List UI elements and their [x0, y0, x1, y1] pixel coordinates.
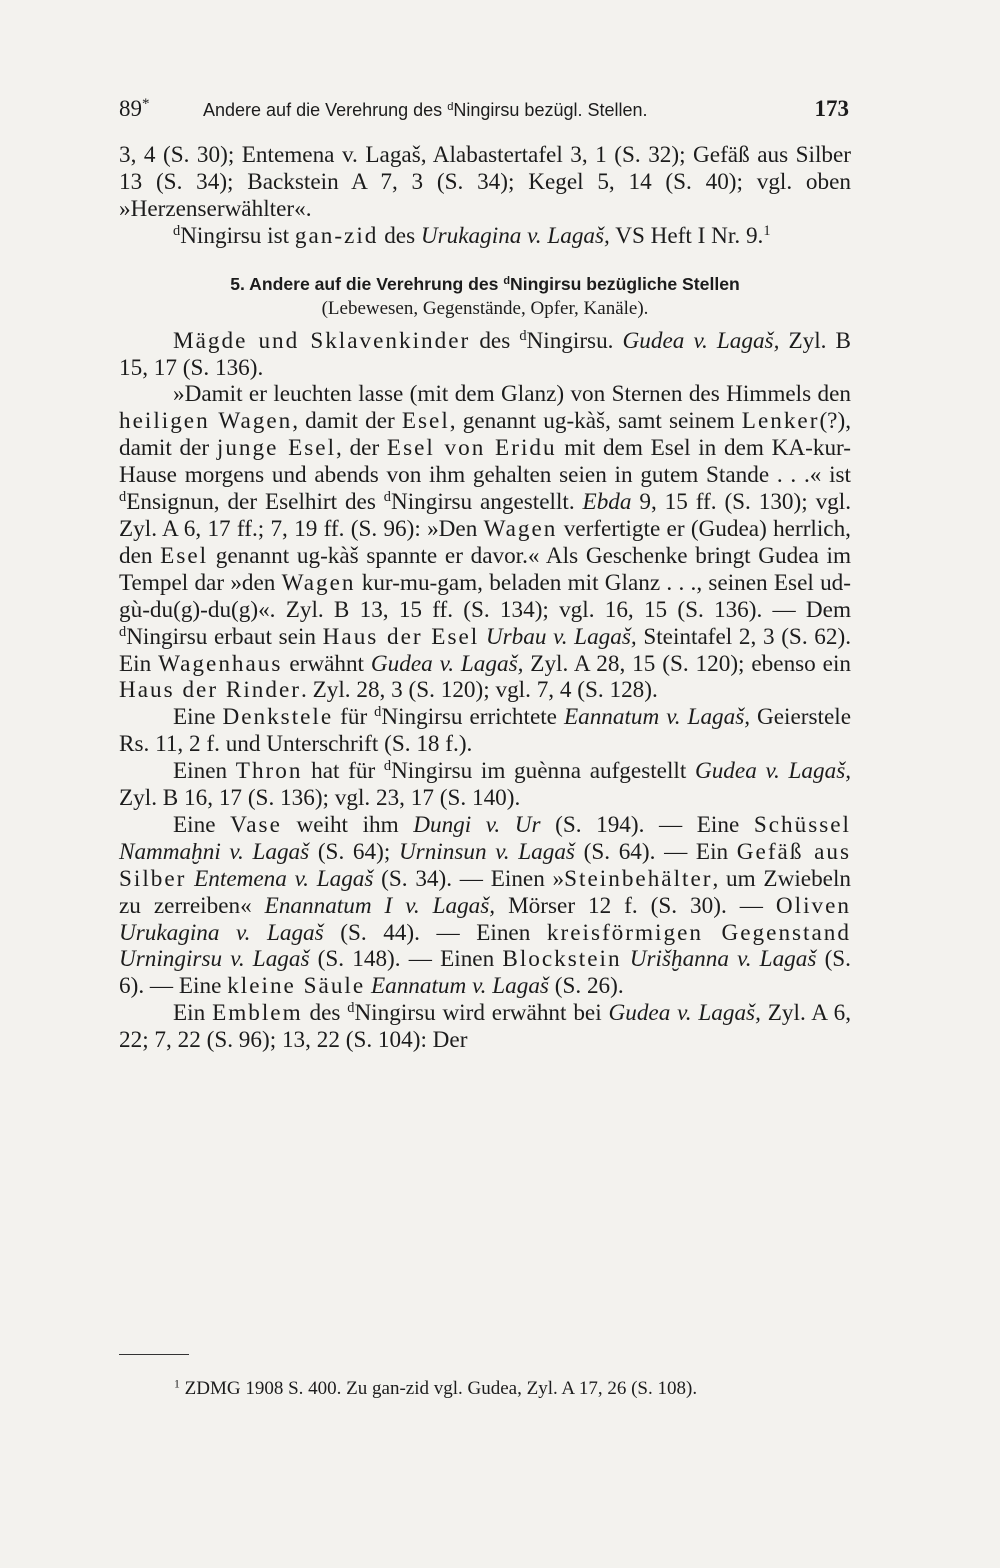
paragraph-maegde: Mägde und Sklavenkinder des $^d$Ningirsu. Gudea v. Lagaš, Zyl. B 15, 17 (S. 136). [119, 327, 852, 381]
page-number: 173 [814, 96, 849, 121]
paragraph-intro-1: 3, 4 (S. 30); Entemena v. Lagaš, Alabastertafel 3, 1 (S. 32); Gefäß aus Silber 13 (S. 34); Backstein A 7, 3 (S. 34); Kegel 5, 14 (S. 40); vgl. oben »Herzenserwählter«. [119, 142, 851, 222]
header-title: Andere auf die Verehrung des $^d$Ningirsu bezügl. Stellen. [203, 100, 648, 120]
paragraph-thron: Einen Thron hat für $^d$Ningirsu im guènna aufgestellt Gudea v. Lagaš, Zyl. B 16, 17 (S. 136); vgl. 23, 17 (S. 140). [119, 758, 852, 812]
section-subtitle: (Lebewesen, Gegenstände, Opfer, Kanäle). [321, 297, 649, 319]
running-header [119, 92, 851, 128]
footnote-ref: 1 [763, 222, 771, 239]
paragraph-intro-2: $^d$Ningirsu ist gan-zid des Urukagina v. Lagaš, VS Heft I Nr. 9.$^1$ [173, 222, 771, 249]
header-left-number: 89* [119, 95, 150, 121]
paragraph-emblem: Ein Emblem des $^d$Ningirsu wird erwähnt bei Gudea v. Lagaš, Zyl. A 6, 22; 7, 22 (S. 96); 13, 22 (S. 104): Der [119, 1000, 852, 1054]
paragraph-vase: Eine Vase weiht ihm Dungi v. Ur (S. 194). — Eine Schüssel Nammaḫni v. Lagaš (S. 64); Urninsun v. Lagaš (S. 64). — Ein Gefäß aus Silber Entemena v. Lagaš (S. 34). — Einen »Steinbehälter, um Zwiebeln zu zerreiben« Enannatum I v. Lagaš, Mörser 12 f. (S. 30). — Oliven Urukagina v. Lagaš (S. 44). — Einen kreisförmigen Gegenstand Urningirsu v. Lagaš (S. 148). — Einen Blockstein Urišḫanna v. Lagaš (S. 6). — Eine kleine Säule Eannatum v. Lagaš (S. 26). [119, 811, 851, 1000]
footnote-rule [119, 1354, 189, 1355]
section-heading [119, 272, 851, 322]
paragraph-wagen: »Damit er leuchten lasse (mit dem Glanz) von Sternen des Himmels den heiligen Wagen, damit der Esel, genannt ug-kàš, samt seinem Lenker(?), damit der junge Esel, der Esel von Eridu mit dem Esel in dem KA-kur-Hause morgens und abends von ihm gehalten seien in gutem Stande . . .« ist $^d$Ensignun, der Eselhirt des $^d$Ningirsu angestellt. Ebda 9, 15 ff. (S. 130); vgl. Zyl. A 6, 17 ff.; 7, 19 ff. (S. 96): »Den Wagen verfertigte er (Gudea) herrlich, den Esel genannt ug-kàš spannte er davor.« Als Geschenke bringt Gudea im Tempel dar »den Wagen kur-mu-gam, beladen mit Glanz . . ., seinen Esel ud-gù-du(g)-du(g)«. Zyl. B 13, 15 ff. (S. 134); vgl. 16, 15 (S. 136). — Dem $^d$Ningirsu erbaut sein Haus der Esel Urbau v. Lagaš, Steintafel 2, 3 (S. 62). Ein Wagenhaus erwähnt Gudea v. Lagaš, Zyl. A 28, 15 (S. 120); ebenso ein Haus der Rinder. Zyl. 28, 3 (S. 120); vgl. 7, 4 (S. 128). [119, 381, 852, 704]
footnote: $^1$ ZDMG 1908 S. 400. Zu gan-zid vgl. Gudea, Zyl. A 17, 26 (S. 108). [174, 1377, 698, 1399]
paragraph-denkstele: Eine Denkstele für $^d$Ningirsu errichtete Eannatum v. Lagaš, Geierstele Rs. 11, 2 f. und Unterschrift (S. 18 f.). [119, 704, 851, 758]
section-title: 5. Andere auf die Verehrung des $^d$Ningirsu bezügliche Stellen [230, 273, 740, 294]
page-body [119, 142, 851, 1054]
main-text [119, 142, 851, 1054]
